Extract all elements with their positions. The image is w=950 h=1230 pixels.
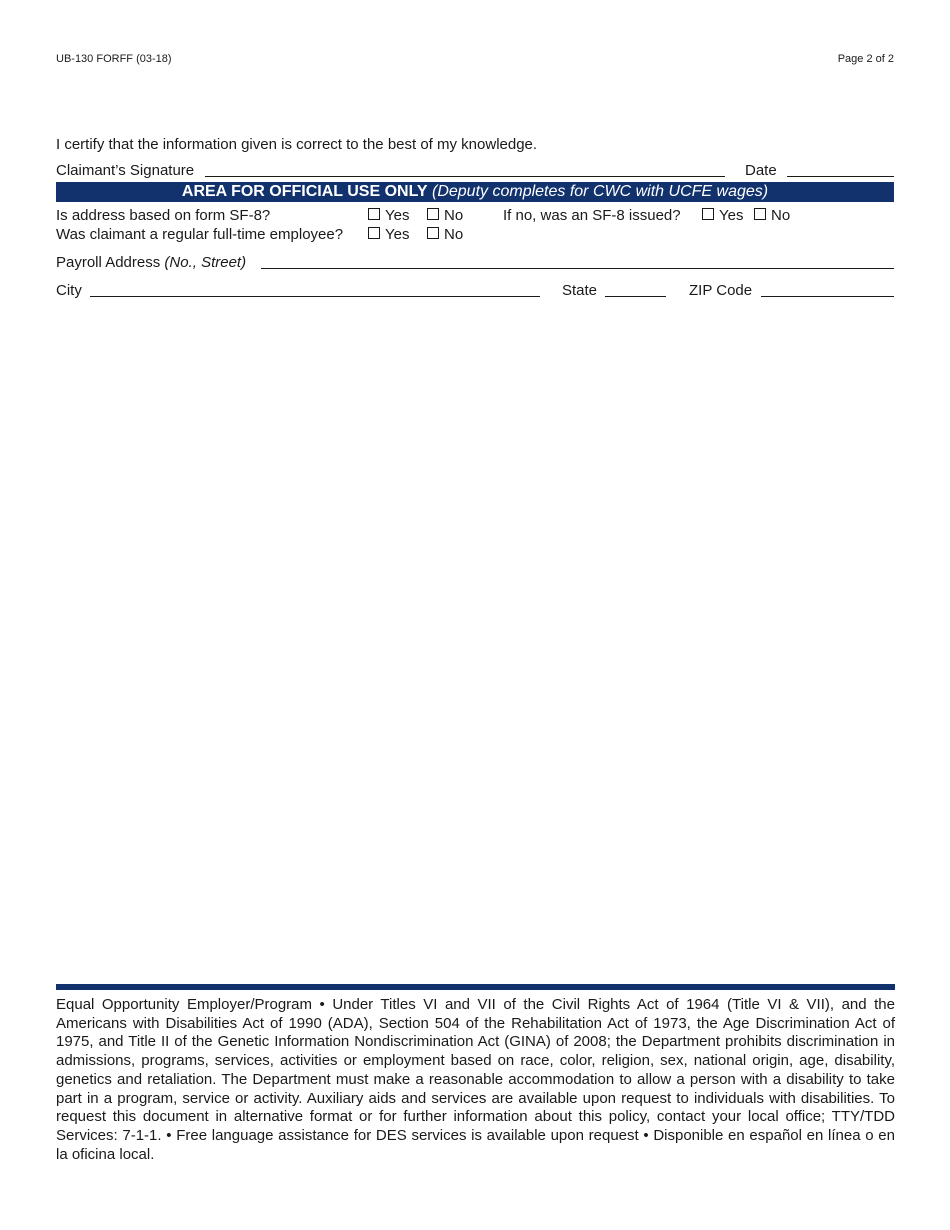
state-field[interactable] (605, 296, 666, 297)
official-use-banner (56, 182, 894, 202)
payroll-address-label-text: Payroll Address (56, 254, 161, 271)
state-label: State (562, 282, 598, 299)
city-label: City (56, 282, 82, 299)
date-field[interactable] (787, 176, 894, 177)
certify-statement: I certify that the information given is correct to the best of my knowledge. (56, 136, 538, 153)
page-number: Page 2 of 2 (837, 53, 894, 65)
form-id: UB-130 FORFF (03-18) (56, 53, 172, 65)
payroll-address-hint: (No., Street) (164, 254, 247, 271)
zip-label: ZIP Code (689, 282, 753, 299)
sf8-address-no-label: No (444, 207, 464, 224)
fulltime-question: Was claimant a regular full-time employee? (56, 226, 344, 243)
payroll-address-label (56, 254, 246, 271)
sf8-address-yes-label: Yes (385, 207, 410, 224)
sf8-issued-no-label: No (771, 207, 791, 224)
footer-divider (56, 984, 895, 990)
signature-label: Claimant’s Signature (56, 162, 195, 179)
banner-title: AREA FOR OFFICIAL USE ONLY (181, 183, 428, 200)
eeo-statement: Equal Opportunity Employer/Program • Under Titles VI and VII of the Civil Rights Act of 1964 (Title VI & VII), and the Americans with Disabilities Act of 1990 (ADA), Section 504 of the Rehabilitation Act of 1973, the Age Discrimination Act of 1975, and Title II of the Genetic Information Nondiscrimination Act (GINA) of 2008; the Department prohibits discrimination in admissions, programs, services, activities or employment based on race, color, religion, sex, national origin, age, disability, genetics and retaliation. The Department must make a reasonable accommodation to allow a person with a disability to take part in a program, service or activity. Auxiliary aids and services are available upon request to individuals with disabilities. To request this document in alternative format or for further information about this policy, contact your local office; TTY/TDD Services: 7-1-1. • Free language assistance for DES services is available upon request • Disponible en español en línea o en la oficina local. (56, 996, 895, 1163)
fulltime-no-checkbox[interactable] (427, 227, 439, 239)
city-field[interactable] (90, 296, 540, 297)
sf8-address-yes-checkbox[interactable] (368, 208, 380, 220)
fulltime-no-label: No (444, 226, 464, 243)
sf8-issued-yes-label: Yes (719, 207, 744, 224)
fulltime-yes-label: Yes (385, 226, 410, 243)
zip-field[interactable] (761, 296, 894, 297)
sf8-issued-yes-checkbox[interactable] (702, 208, 714, 220)
sf8-address-question: Is address based on form SF-8? (56, 207, 271, 224)
sf8-issued-no-checkbox[interactable] (754, 208, 766, 220)
date-label: Date (745, 162, 777, 179)
sf8-issued-question: If no, was an SF-8 issued? (503, 207, 681, 224)
banner-subtitle: (Deputy completes for CWC with UCFE wages) (432, 183, 769, 200)
sf8-address-no-checkbox[interactable] (427, 208, 439, 220)
payroll-address-field[interactable] (261, 268, 894, 269)
fulltime-yes-checkbox[interactable] (368, 227, 380, 239)
signature-field[interactable] (205, 176, 725, 177)
